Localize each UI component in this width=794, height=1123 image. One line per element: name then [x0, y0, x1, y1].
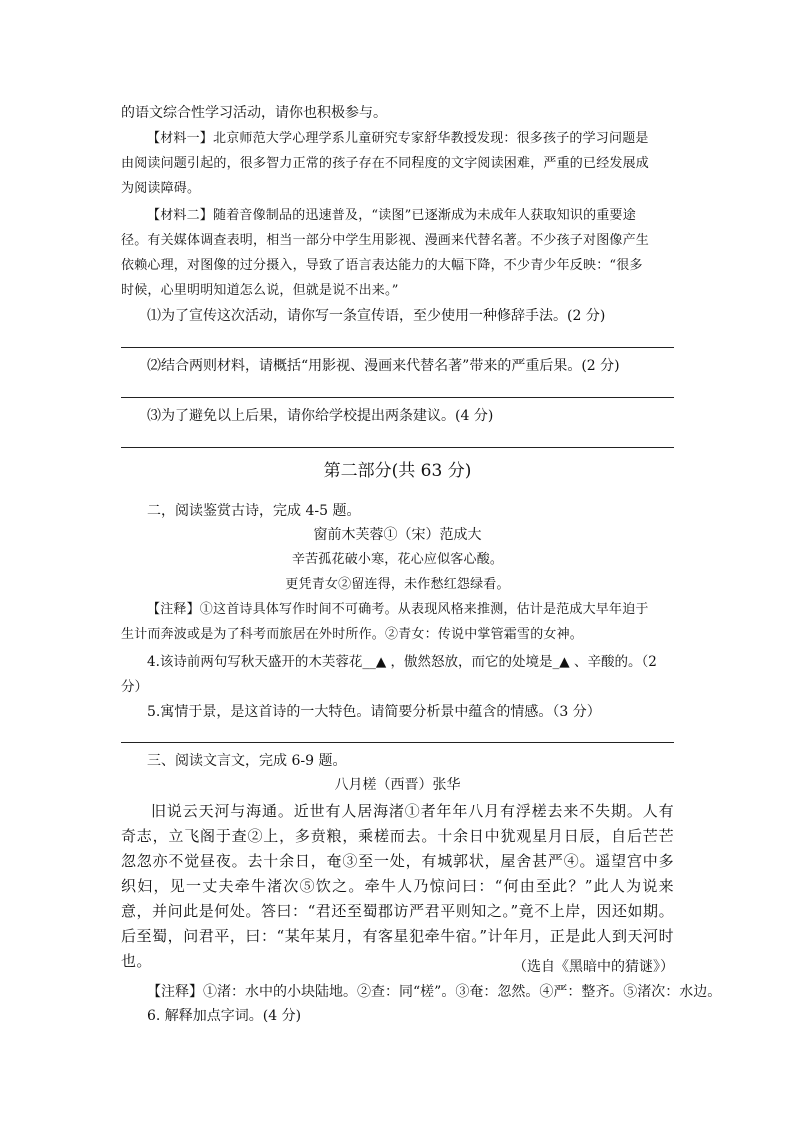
question-1: ⑴为了宣传这次活动，请你写一条宣传语，至少使用一种修辞手法。(2 分): [147, 308, 606, 324]
poem-note-line2: 生计而奔波或是为了科考而旅居在外时所作。②青女：传说中掌管霜雪的女神。: [121, 627, 584, 642]
prose-title: 八月槎（西晋）张华: [334, 777, 461, 793]
intro-tail: 的语文综合性学习活动，请你也积极参与。: [121, 105, 387, 121]
prose-text: 旧说云天河与海通。近世有人居海渚①者年年八月有浮槎去来不失期。人有奇志，立飞阁于查②上，多贲粮，乘槎而去。十余日中犹观星月日辰，自后芒芒忽忽亦不觉昼夜。去十余日，奄③至一处，有城郭状，屋舍甚严④。遥望宫中多织妇，见一丈夫牵牛渚次⑤饮之。牵牛人乃惊问曰：“何由至此？”此人为说来意，并问此是何处。答曰：“君还至蜀郡访严君平则知之。”竟不上岸，因还如期。后至蜀，问君平，曰：“某年某月，有客星犯牵牛宿。”计年月，正是此人到天河时也。: [121, 802, 674, 970]
answer-line-3: [121, 447, 674, 448]
section3-heading: 三、阅读文言文，完成 6-9 题。: [147, 753, 347, 769]
material2-line2: 径。有关媒体调查表明，相当一部分中学生用影视、漫画来代替名著。不少孩子对图像产生: [121, 233, 650, 248]
material1-line2: 由阅读问题引起的，很多智力正常的孩子存在不同程度的文字阅读困难，严重的已经发展成: [121, 156, 650, 171]
question-6: 6. 解释加点字词。(4 分): [147, 1008, 302, 1024]
question-2: ⑵结合两则材料，请概括“用影视、漫画来代替名著”带来的严重后果。(2 分): [147, 358, 620, 374]
answer-line-1: [121, 347, 674, 348]
section2-heading: 二，阅读鉴赏古诗，完成 4-5 题。: [147, 503, 361, 519]
part2-title: 第二部分(共 63 分): [323, 461, 472, 481]
poem-title: 窗前木芙蓉①（宋）范成大: [313, 527, 482, 543]
poem-line-2: 更凭青女②留连得，未作愁红怨绿看。: [285, 577, 510, 592]
material2-line4: 时候，心里明明知道怎么说，但就是说不出来。”: [121, 283, 399, 298]
material1-line1: 【材料一】北京师范大学心理学系儿童研究专家舒华教授发现：很多孩子的学习问题是: [147, 131, 649, 146]
prose-note: 【注释】①渚：水中的小块陆地。②查：同“槎”。③奄：忽然。④严：整齐。⑤渚次：水边。: [147, 984, 722, 1000]
material2-line1: 【材料二】随着音像制品的迅速普及，“读图”已逐渐成为未成年人获取知识的重要途: [147, 208, 636, 223]
question-4-line1: 4.该诗前两句写秋天盛开的木芙蓉花__▲ ，傲然怒放，而它的处境是_▲ 、辛酸的。（2: [147, 654, 657, 670]
material2-line3: 依赖心理，对图像的过分摄入，导致了语言表达能力的大幅下降，不少青少年反映：“很多: [121, 258, 643, 273]
question-5: 5.寓情于景，是这首诗的一大特色。请简要分析景中蕴含的情感。（3 分）: [147, 704, 601, 720]
material1-line3: 为阅读障碍。: [121, 181, 201, 196]
answer-line-5: [121, 742, 674, 743]
question-3: ⑶为了避免以上后果，请你给学校提出两条建议。(4 分): [147, 408, 494, 424]
answer-line-2: [121, 397, 674, 398]
poem-line-1: 辛苦孤花破小寒，花心应似客心酸。: [291, 552, 504, 567]
source-citation: （选自《黑暗中的猜谜》）: [513, 959, 674, 975]
question-4-line2: 分）: [121, 679, 148, 695]
poem-note-line1: 【注释】①这首诗具体写作时间不可确考。从表现风格来推测，估计是范成大早年迫于: [147, 602, 649, 617]
